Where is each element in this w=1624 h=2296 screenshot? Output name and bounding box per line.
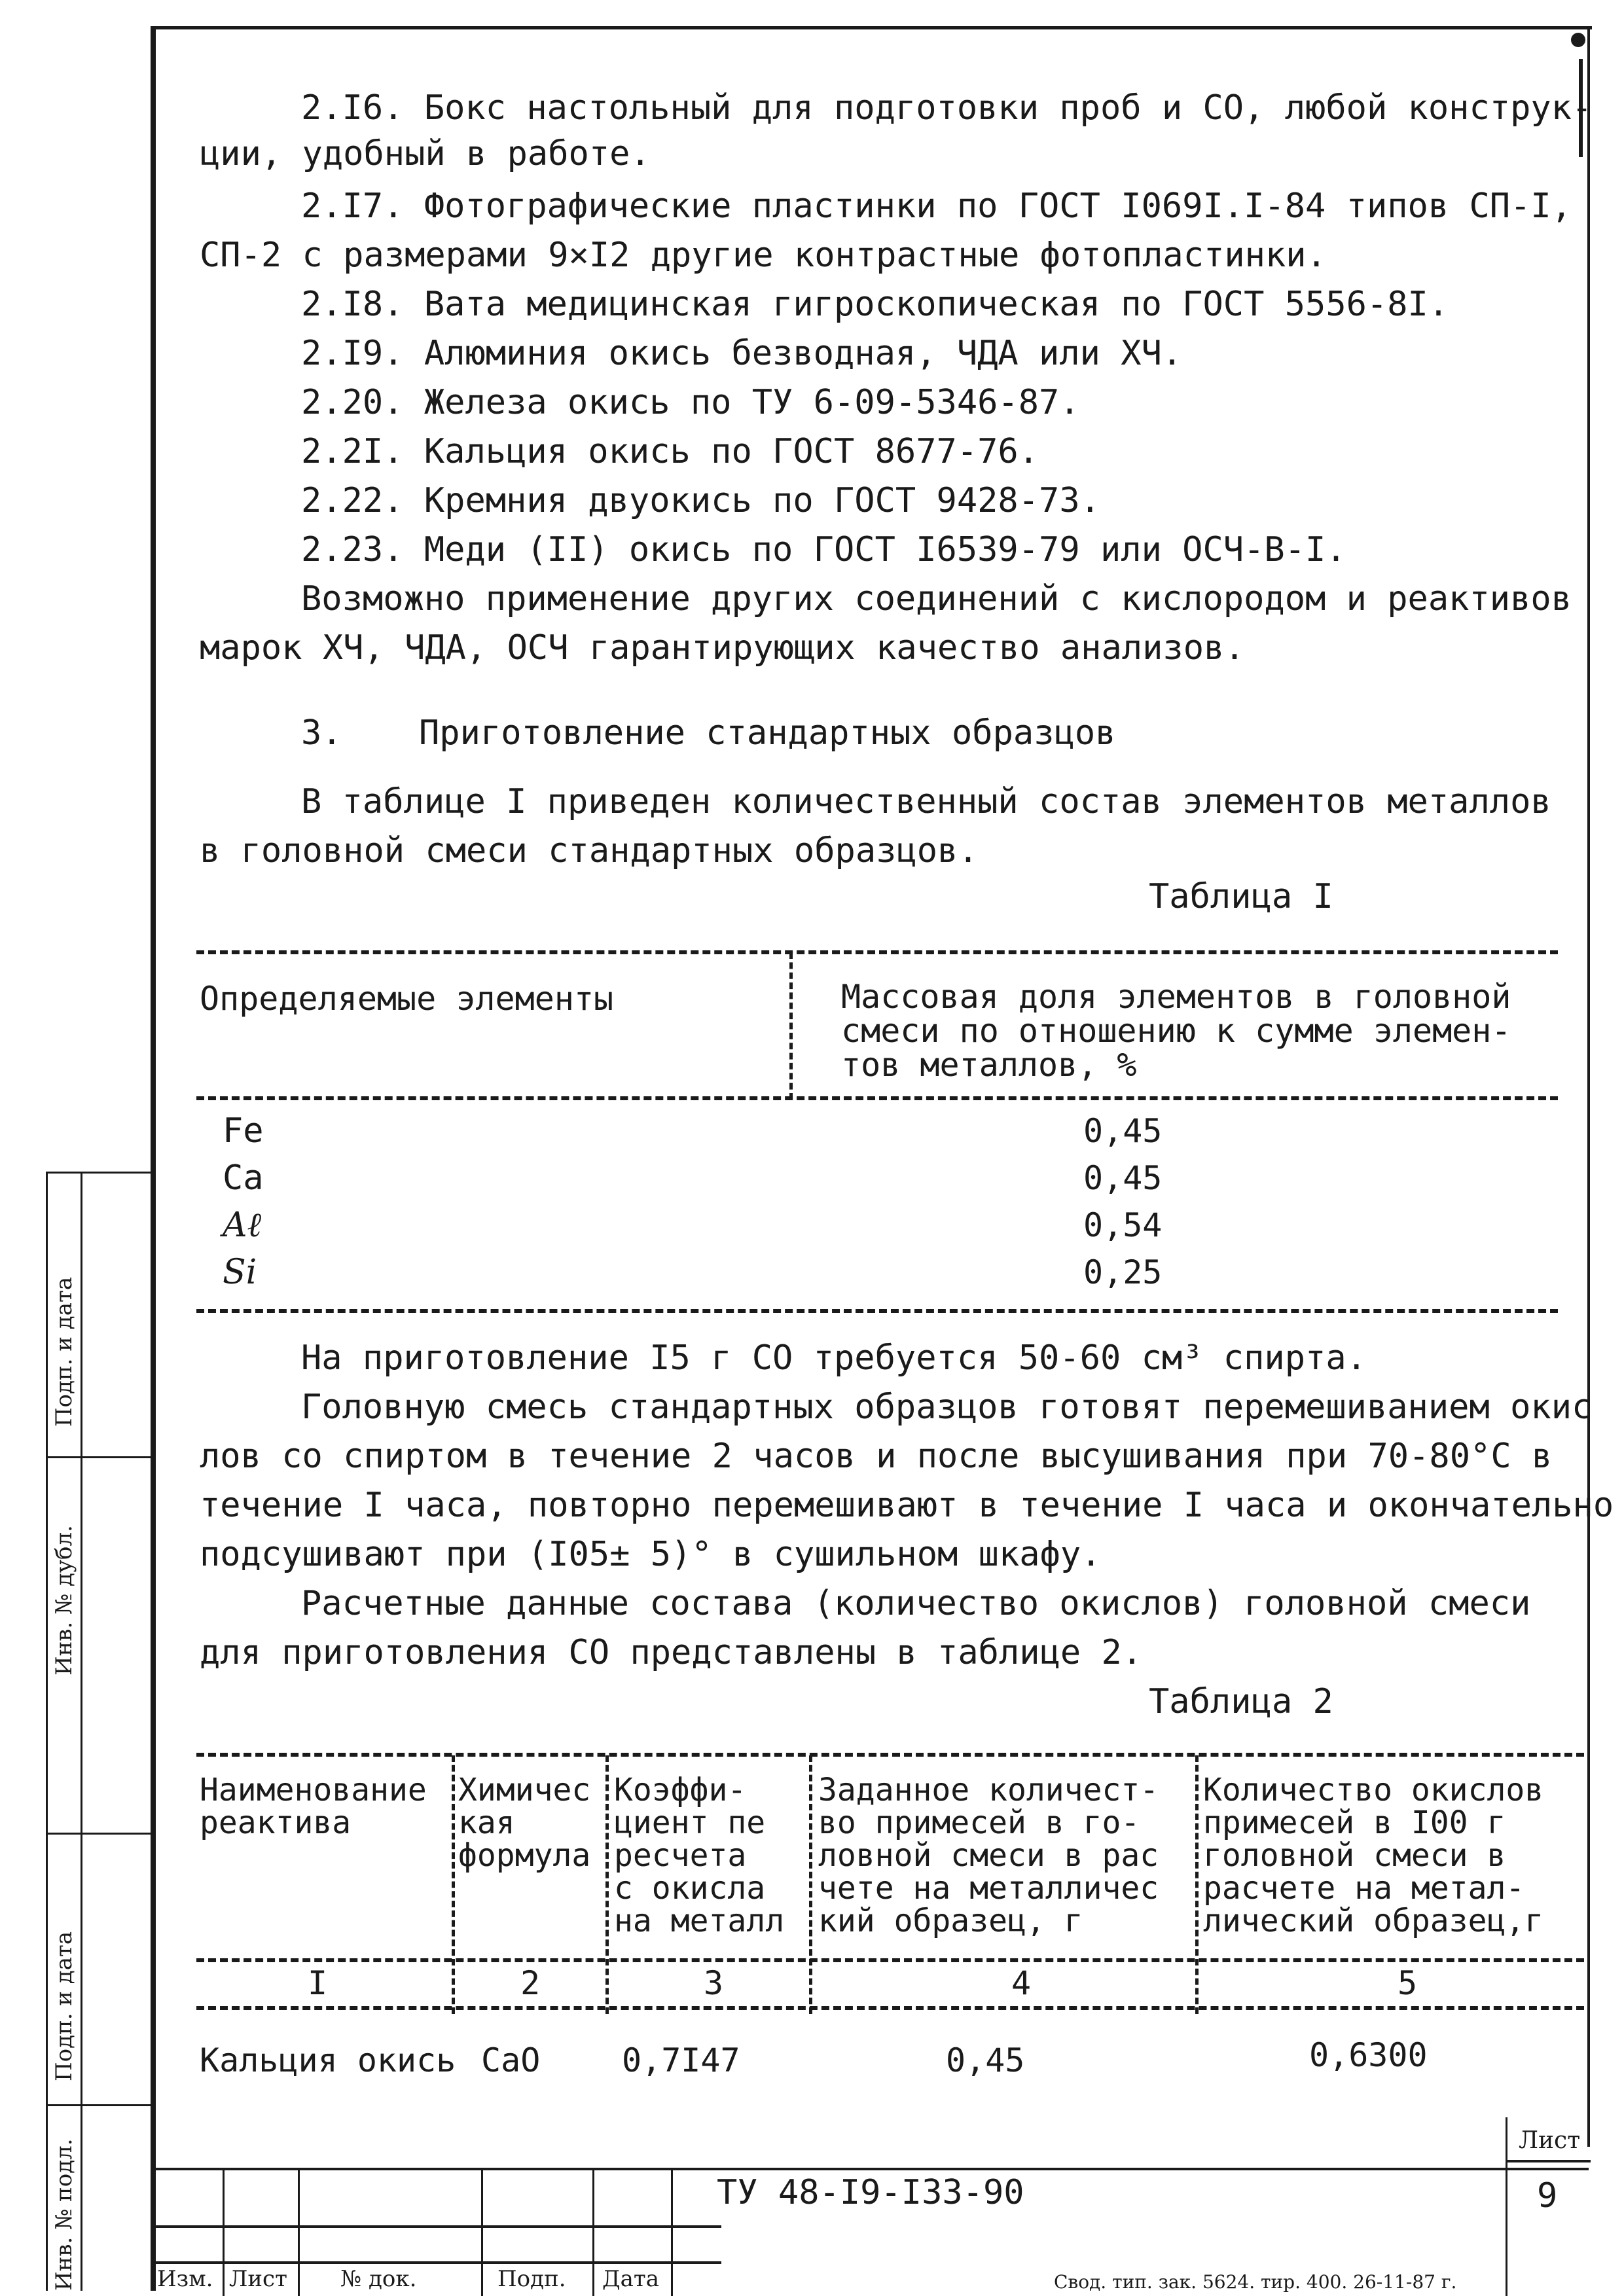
frame-top-border <box>152 26 1592 29</box>
list-item: 2.I9. Алюминия окись безводная, ЧДА или ХЧ. <box>301 334 1183 373</box>
sheet-label: Лист <box>1519 2127 1581 2154</box>
table2-col-number: I <box>308 1964 328 2002</box>
paragraph-line: в головной смеси стандартных образцов. <box>200 831 979 870</box>
table2-col-number: 5 <box>1398 1964 1418 2002</box>
sheet-number: 9 <box>1537 2176 1558 2215</box>
table2-column-divider <box>605 1755 609 2014</box>
table2-given-amount: 0,45 <box>946 2041 1025 2079</box>
table2-col-number: 3 <box>704 1964 724 2002</box>
table2-oxide-amount: 0,6300 <box>1309 2036 1428 2074</box>
list-item-cont: СП-2 с размерами 9×I2 другие контрастные фотопластинки. <box>200 236 1327 275</box>
table2-header-given-amount: Заданное количест- во примесей в го- ловной смеси в рас чете на металличес кий образец, г <box>818 1772 1159 1939</box>
table2-formula: CaO <box>481 2041 541 2079</box>
title-block-top-rule <box>152 2168 1589 2170</box>
table2-caption: Таблица 2 <box>1149 1682 1333 1721</box>
table1-element: Aℓ <box>223 1206 262 1245</box>
table1-element: Si <box>223 1253 257 1292</box>
paragraph-line: Возможно применение других соединений с кислородом и реактивов <box>301 579 1572 619</box>
section-number: 3. <box>301 713 342 753</box>
frame-right-border <box>1587 26 1590 2147</box>
list-item: 2.I7. Фотографические пластинки по ГОСТ I069I.I-84 типов СП-I, <box>301 187 1572 226</box>
paragraph-line: В таблице I приведен количественный состав элементов металлов <box>301 782 1551 821</box>
title-block-label: Изм. <box>157 2266 213 2292</box>
paragraph-line: марок ХЧ, ЧДА, ОСЧ гарантирующих качество анализов. <box>200 628 1245 668</box>
table2-column-divider <box>1195 1755 1199 2014</box>
margin-stamp-rule <box>46 2104 151 2106</box>
margin-label-dup-inventory: Инв. № дубл. <box>51 1525 77 1676</box>
title-block-label: № док. <box>340 2266 417 2292</box>
paragraph-line: для приготовления СО представлены в таблице 2. <box>200 1633 1143 1672</box>
table2-header-coefficient: Коэффи- циент пе ресчета с окисла на металл <box>614 1772 785 1939</box>
table2-column-divider <box>452 1755 455 2014</box>
title-block-label: Лист <box>229 2266 287 2292</box>
title-block-rule <box>152 2225 721 2228</box>
margin-stamp-rule <box>46 1833 151 1835</box>
table2-header-reagent: Наименование реактива <box>200 1772 427 1841</box>
margin-label-original-inventory: Инв. № подл. <box>51 2138 77 2291</box>
table1-caption: Таблица I <box>1149 877 1333 916</box>
print-info: Свод. тип. зак. 5624. тир. 400. 26-11-87 г. <box>1054 2271 1457 2293</box>
title-block-rule <box>152 2261 721 2264</box>
table2-header-oxide-amount: Количество окислов примесей в I00 г головной смеси в расчете на метал- лический образец,г <box>1203 1772 1544 1939</box>
list-item: 2.I8. Вата медицинская гигроскопическая по ГОСТ 5556-8I. <box>301 285 1449 324</box>
table2-header-formula: Химичес кая формула <box>458 1772 591 1874</box>
document-code: ТУ 48-I9-I33-90 <box>717 2173 1024 2212</box>
paragraph-line: Расчетные данные состава (количество окислов) головной смеси <box>301 1584 1531 1623</box>
table2-top-rule <box>196 1753 1584 1757</box>
list-item: 2.23. Меди (II) окись по ГОСТ I6539-79 или ОСЧ-В-I. <box>301 530 1346 569</box>
table2-col-number: 4 <box>1011 1964 1032 2002</box>
title-block-divider <box>223 2168 225 2296</box>
margin-stamp-rule <box>46 1456 151 1458</box>
title-block-divider <box>481 2168 483 2296</box>
table2-header-rule <box>196 1958 1584 1962</box>
paragraph-line: подсушивают при (I05± 5)° в сушильном шкафу. <box>200 1535 1102 1574</box>
paragraph-line: На приготовление I5 г СО требуется 50-60 см³ спирта. <box>301 1338 1367 1378</box>
list-item: 2.22. Кремния двуокись по ГОСТ 9428-73. <box>301 481 1100 520</box>
binding-hole-mark <box>1571 33 1585 47</box>
list-item-cont: ции, удобный в работе. <box>200 134 651 173</box>
paragraph-line: течение I часа, повторно перемешивают в течение I часа и окончательно <box>200 1486 1614 1525</box>
table1-value: 0,45 <box>1083 1159 1163 1197</box>
list-item: 2.2I. Кальция окись по ГОСТ 8677-76. <box>301 432 1039 471</box>
title-block-divider <box>592 2168 594 2296</box>
table2-number-rule <box>196 2006 1584 2010</box>
table1-header-elements: Определяемые элементы <box>200 980 614 1018</box>
margin-label-sign-date-2: Подп. и дата <box>51 1931 77 2081</box>
table1-element: Ca <box>223 1158 264 1198</box>
table2-column-divider <box>809 1755 812 2014</box>
section-title: Приготовление стандартных образцов <box>419 713 1116 753</box>
margin-label-sign-date: Подп. и дата <box>51 1276 77 1427</box>
title-block-divider <box>671 2168 673 2296</box>
table2-reagent-name: Кальция окись <box>200 2041 456 2079</box>
title-block-label: Подп. <box>497 2266 566 2292</box>
margin-stamp-rule <box>46 1172 151 1174</box>
table1-column-divider <box>789 952 793 1100</box>
sheet-box-rule <box>1506 2160 1591 2162</box>
table1-top-rule <box>196 950 1558 954</box>
table1-header-mass-fraction: Массовая доля элементов в головной смеси по отношению к сумме элемен- тов металлов, % <box>841 978 1511 1084</box>
title-block-divider <box>298 2168 300 2296</box>
table1-value: 0,54 <box>1083 1206 1163 1244</box>
sheet-box-divider <box>1506 2117 1507 2296</box>
list-item: 2.20. Железа окись по ТУ 6-09-5346-87. <box>301 383 1080 422</box>
paragraph-line: лов со спиртом в течение 2 часов и после высушивания при 70-80°С в <box>200 1437 1553 1476</box>
title-block-label: Дата <box>602 2266 659 2292</box>
table2-col-number: 2 <box>520 1964 541 2002</box>
table1-header-rule <box>196 1096 1558 1100</box>
table1-bottom-rule <box>196 1309 1558 1313</box>
table1-value: 0,25 <box>1083 1253 1163 1291</box>
frame-left-border <box>151 26 156 2291</box>
paragraph-line: Головную смесь стандартных образцов готовят перемешиванием окис <box>301 1388 1593 1427</box>
table1-element: Fe <box>223 1111 264 1151</box>
table1-value: 0,45 <box>1083 1112 1163 1150</box>
list-item: 2.I6. Бокс настольный для подготовки проб и СО, любой конструк- <box>301 88 1593 128</box>
table2-coefficient: 0,7I47 <box>622 2041 740 2079</box>
